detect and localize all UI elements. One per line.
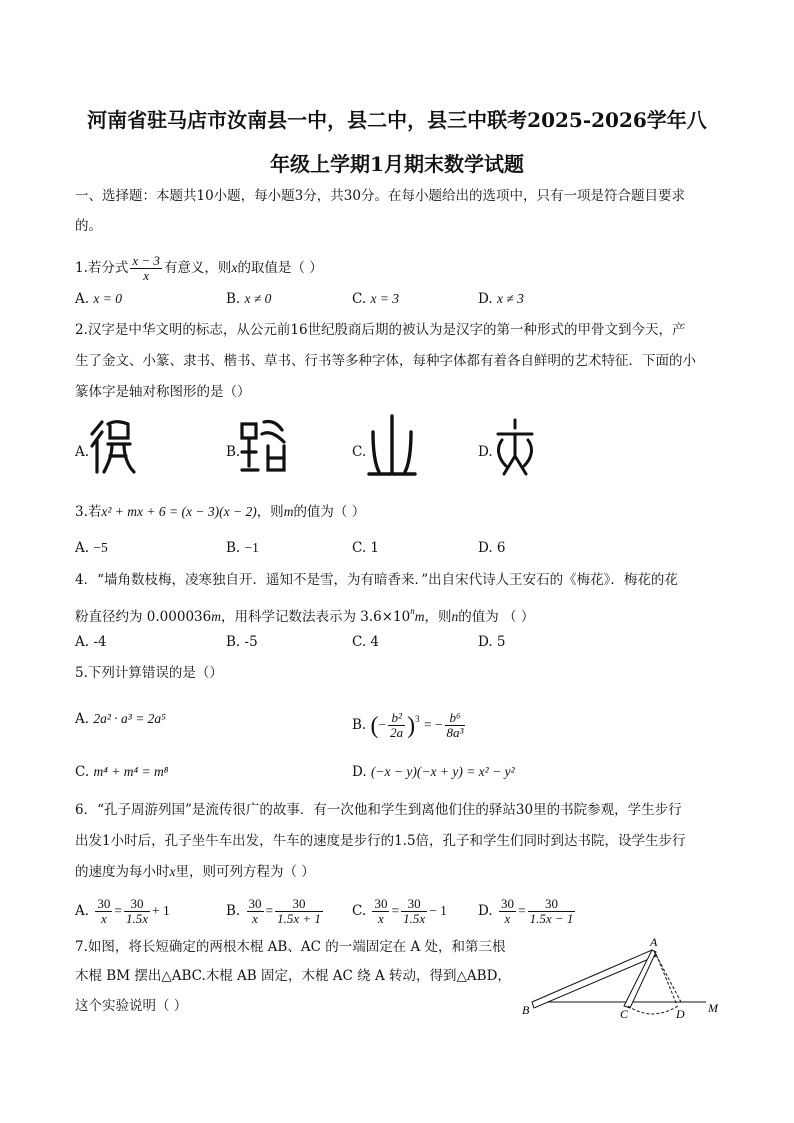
stick-ad-dashed	[654, 951, 682, 1005]
q6-option-a[interactable]	[75, 897, 170, 926]
fraction-denominator: 2a	[390, 725, 404, 740]
option-value: x = 0	[93, 291, 122, 306]
equals-sign: =	[391, 903, 400, 918]
fraction	[124, 897, 150, 926]
fraction	[247, 897, 264, 926]
fraction-numerator: b²	[388, 711, 405, 726]
q4-option-a[interactable]: A. -4	[75, 634, 107, 650]
fraction-denominator: x	[100, 911, 107, 926]
q3-variable: m	[283, 504, 294, 519]
option-label: B.	[226, 903, 241, 919]
q2-option-d-label[interactable]: D.	[478, 444, 493, 460]
fraction-denominator: 1.5x	[125, 911, 148, 926]
option-label: B.	[226, 540, 241, 556]
q6-option-d[interactable]	[478, 897, 577, 926]
option-label: D.	[352, 764, 367, 780]
option-label: A.	[75, 540, 90, 556]
question-1-stem	[75, 254, 323, 283]
option-value: x = 3	[370, 291, 400, 306]
q6-text-end: 里，则可列方程为（ ）	[175, 864, 315, 880]
q2-option-c-label[interactable]: C.	[352, 444, 367, 460]
question-7-line3: 这个实验说明（ ）	[75, 998, 188, 1014]
question-4-line2	[75, 601, 534, 627]
equals-sign: =	[517, 903, 526, 918]
seal-script-glyph-a	[88, 416, 136, 478]
q4-text: 粉直径约为 0.000036	[75, 609, 212, 625]
rotation-arc	[628, 1006, 678, 1014]
paren-open: (	[370, 713, 379, 739]
option-label: B.	[352, 717, 367, 733]
cube-exponent: 3	[415, 714, 420, 724]
seal-script-glyph-d	[492, 416, 538, 478]
fraction-numerator: 30	[401, 897, 427, 912]
point-m-label: M	[708, 1001, 718, 1015]
question-6-line3	[75, 862, 315, 882]
fraction	[372, 897, 389, 926]
option-label: D.	[478, 903, 493, 919]
fraction-denominator: x	[504, 911, 511, 926]
q4-option-b[interactable]: B. -5	[226, 634, 258, 650]
fraction-denominator: 1.5x − 1	[529, 911, 574, 926]
seal-script-glyph-c	[365, 412, 419, 478]
q5-b-rhs-fraction	[445, 711, 466, 740]
option-label: C.	[75, 764, 90, 780]
q3-option-c[interactable]: C. 1	[352, 540, 380, 556]
q5-b-fraction	[388, 711, 405, 740]
q6-variable: x	[169, 864, 176, 879]
fraction	[275, 897, 323, 926]
q5-option-b[interactable]	[352, 709, 467, 740]
question-4-line1: 4．“墙角数枝梅，凌寒独自开．遥知不是雪，为有暗香来．”出自宋代诗人王安石的《梅花》．梅花的花	[75, 572, 678, 588]
q7-geometry-figure	[516, 930, 726, 1022]
point-d-label: D	[676, 1007, 685, 1021]
document-title-line1: 河南省驻马店市汝南县一中，县二中，县三中联考2025-2026学年八	[87, 108, 707, 132]
q2-option-a-label[interactable]: A.	[75, 444, 90, 460]
option-value: x ≠ 0	[244, 291, 272, 306]
question-7-line2: 木棍 BM 摆出△ABC.木棍 AB 固定，木棍 AC 绕 A 转动，得到△ABD，	[75, 968, 511, 984]
fraction-denominator: 1.5x + 1	[277, 911, 321, 926]
q4-text-b: ，用科学记数法表示为 3.6×10	[220, 609, 411, 625]
q4-text-d: 的值为 （ ）	[458, 609, 535, 625]
q2-option-b-label[interactable]: B.	[226, 444, 241, 460]
q3-text-end: 的值为（ ）	[293, 504, 366, 520]
equals-sign: =	[265, 903, 274, 918]
q6-option-b[interactable]	[226, 897, 325, 926]
q4-unit: m	[211, 609, 221, 624]
q1-fraction-numerator: x − 3	[132, 253, 160, 268]
q4-unit-2: m	[414, 609, 425, 624]
q1-option-a[interactable]	[75, 289, 122, 309]
option-label: A.	[75, 903, 90, 919]
point-c-label: C	[620, 1007, 629, 1021]
fraction-denominator: x	[252, 911, 258, 926]
seal-script-glyph-b	[238, 416, 288, 478]
question-2-line1: 2.汉字是中华文明的标志，从公元前16世纪殷商后期的被认为是汉字的第一种形式的甲骨文到今天，产	[75, 322, 686, 338]
q1-variable: x	[231, 260, 238, 275]
q6-text: 的速度为每小时	[75, 864, 170, 880]
question-6-line2: 出发1小时后，孔子坐牛车出发，牛车的速度是步行的1.5倍，孔子和学生们同时到达书院，设学生步行	[75, 833, 686, 849]
option-value: x ≠ 3	[496, 291, 524, 306]
q3-option-d[interactable]: D. 6	[478, 540, 506, 556]
q1-option-d[interactable]	[478, 289, 524, 309]
question-6-line1: 6．“孔子周游列国”是流传很广的故事．有一次他和学生到离他们住的驿站30里的书院参观，学生步行	[75, 802, 682, 818]
q5-option-c[interactable]	[75, 762, 169, 782]
q6-option-c[interactable]	[352, 897, 447, 926]
q1-text: 有意义，则	[163, 260, 232, 276]
question-2-line2: 生了金文、小篆、隶书、楷书、草书、行书等多种字体，每种字体都有着各自鲜明的艺术特征．下面的小	[75, 353, 696, 369]
q1-fraction-denominator: x	[143, 268, 150, 283]
question-7-line1: 7.如图，将长短确定的两根木棍 AB、AC 的一端固定在 A 处，和第三根	[75, 939, 506, 955]
section-header-line2: 的。	[75, 218, 102, 234]
q4-option-d[interactable]: D. 5	[478, 634, 506, 650]
question-2-line3: 篆体字是轴对称图形的是（）	[75, 384, 251, 400]
fraction	[528, 897, 576, 926]
fraction	[499, 897, 516, 926]
fraction-denominator: 8a³	[446, 725, 464, 740]
point-a-label: A	[650, 935, 658, 949]
option-label: A.	[75, 711, 90, 727]
q3-expression: x² + mx + 6 = (x − 3)(x − 2)	[101, 504, 257, 519]
q1-option-c[interactable]	[352, 289, 399, 309]
q3-option-a[interactable]	[75, 538, 108, 558]
q3-prefix: 3.若	[75, 504, 102, 520]
option-value: (−x − y)(−x + y) = x² − y²	[370, 764, 515, 779]
q1-prefix: 1.若分式	[75, 260, 129, 276]
option-label: C.	[352, 291, 367, 307]
fraction-numerator: 30	[275, 897, 323, 912]
fraction-numerator: 30	[97, 896, 111, 911]
q1-option-b[interactable]	[226, 289, 271, 309]
minus-sign: −	[378, 717, 387, 732]
q1-text-end: 的取值是（ ）	[237, 260, 323, 276]
paren-close: )	[407, 713, 416, 739]
fraction-numerator: b⁶	[445, 711, 466, 726]
fraction-denominator: x	[378, 911, 384, 926]
fraction-numerator: 30	[124, 897, 150, 912]
equals-minus: = −	[423, 717, 443, 732]
question-3-stem	[75, 502, 365, 522]
q4-text-c: ，则	[424, 609, 452, 625]
q3-option-b[interactable]	[226, 538, 259, 558]
q4-variable: n	[451, 609, 459, 624]
equals-sign: =	[114, 903, 122, 918]
q4-option-c[interactable]: C. 4	[352, 634, 380, 650]
q4-exponent: n	[410, 606, 415, 616]
option-label: B.	[226, 291, 241, 307]
tail-term: + 1	[152, 903, 170, 918]
section-header	[75, 186, 685, 206]
option-label: D.	[478, 291, 493, 307]
q1-fraction	[130, 254, 162, 283]
q5-option-a[interactable]	[75, 709, 166, 729]
option-label: C.	[352, 903, 367, 919]
fraction-numerator: 30	[500, 896, 514, 911]
fraction	[401, 897, 427, 926]
document-title-line2: 年级上学期1月期末数学试题	[270, 152, 524, 176]
fraction-denominator: 1.5x	[403, 911, 426, 926]
fraction-numerator: 30	[248, 896, 262, 911]
option-label: A.	[75, 291, 90, 307]
option-value: −5	[93, 540, 108, 555]
tail-term: − 1	[429, 903, 447, 918]
point-b-label: B	[522, 1003, 530, 1017]
option-value: 2a² · a³ = 2a⁵	[93, 711, 166, 726]
q3-text: ，则	[256, 504, 284, 520]
fraction	[95, 897, 112, 926]
q5-option-d[interactable]	[352, 762, 515, 782]
question-5-stem: 5.下列计算错误的是（）	[75, 665, 223, 681]
fraction-numerator: 30	[528, 897, 576, 912]
option-value: m⁴ + m⁴ = m⁸	[93, 764, 169, 779]
fraction-numerator: 30	[374, 896, 388, 911]
option-value: −1	[244, 540, 259, 555]
section-header-line1: 一、选择题：本题共10小题，每小题3分，共30分。在每小题给出的选项中，只有一项是符合题目要求	[75, 188, 685, 204]
